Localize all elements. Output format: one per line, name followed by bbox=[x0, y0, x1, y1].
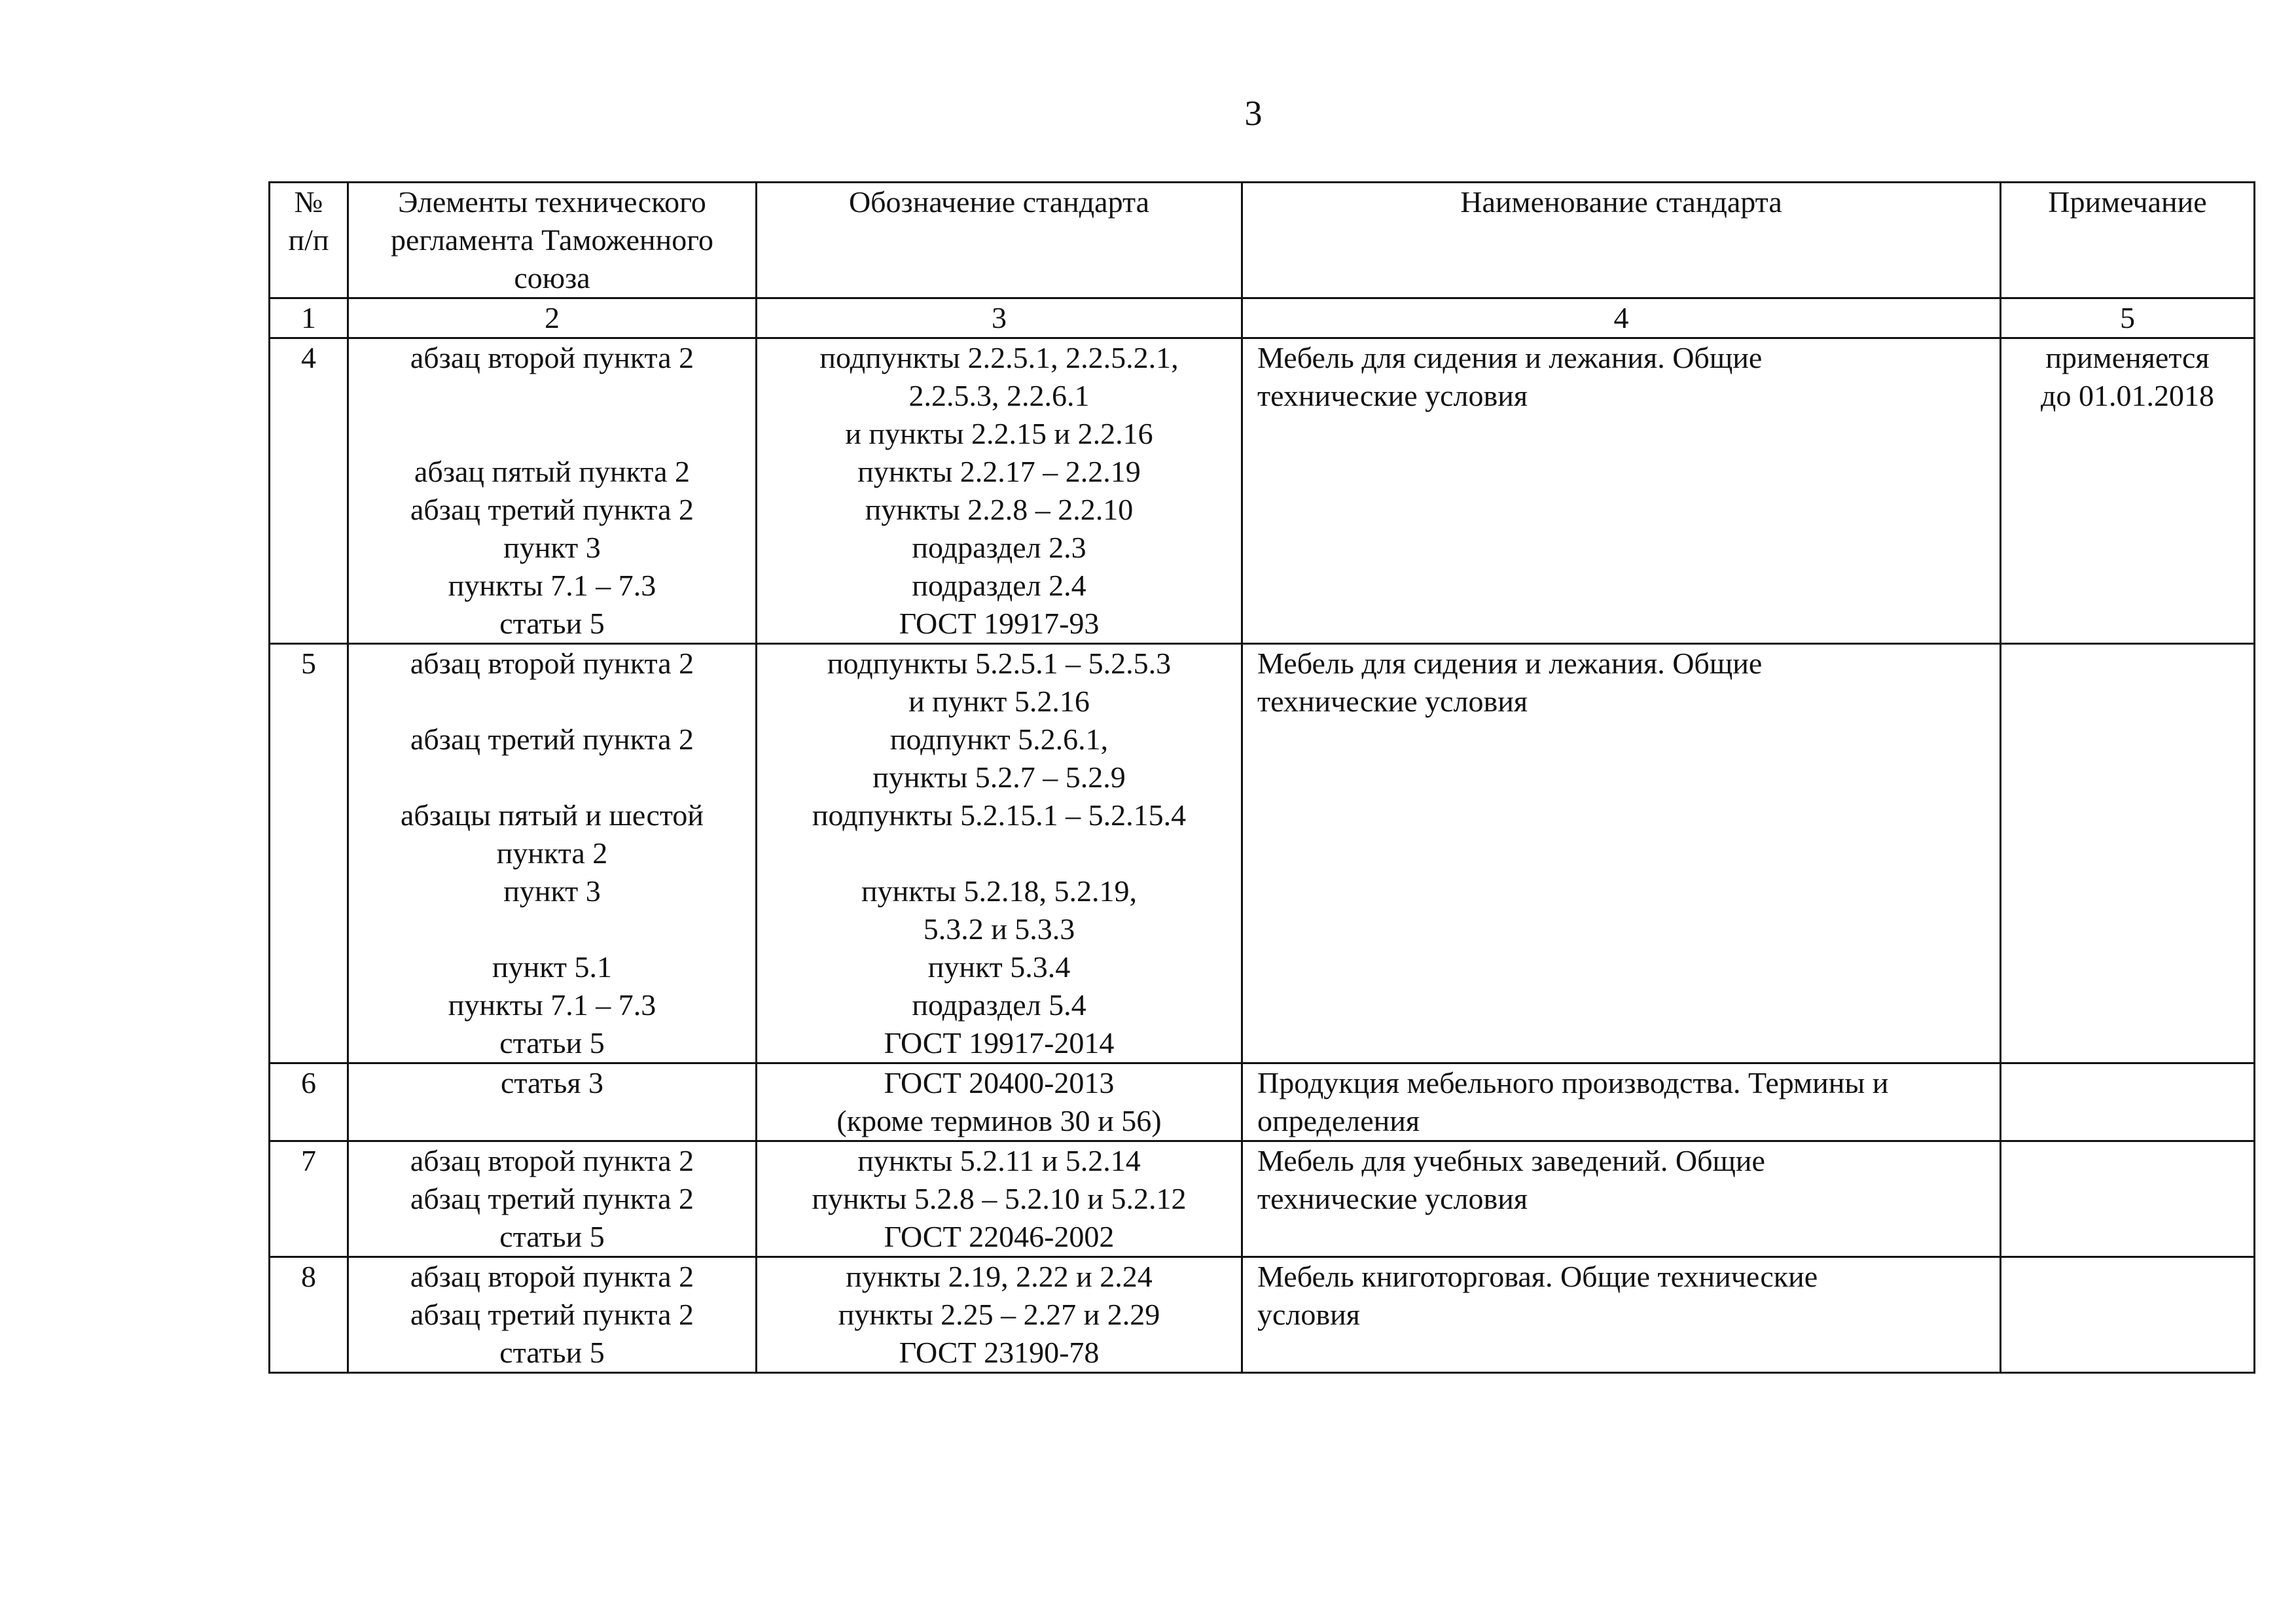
cell-line bbox=[358, 758, 746, 796]
cell-line: подпункты 5.2.5.1 – 5.2.5.3 bbox=[827, 647, 1172, 680]
row-number-cell: 4 bbox=[270, 338, 348, 644]
cell-line: абзац второй пункта 2 bbox=[410, 341, 694, 374]
elements-cell bbox=[348, 644, 757, 1063]
standard-name-cell bbox=[1242, 1063, 2001, 1141]
cell-line: подпункты 5.2.15.1 – 5.2.15.4 bbox=[812, 798, 1187, 832]
standard-name-cell bbox=[1242, 644, 2001, 1063]
cell-line: абзац пятый пункта 2 bbox=[414, 455, 690, 488]
cell-line bbox=[358, 910, 746, 948]
elements-cell bbox=[348, 1141, 757, 1257]
elements-cell bbox=[348, 1257, 757, 1373]
header-note: Примечание bbox=[2001, 183, 2255, 298]
standard-name-cell bbox=[1242, 338, 2001, 644]
row-number-cell: 6 bbox=[270, 1063, 348, 1141]
standard-name-cell bbox=[1242, 1257, 2001, 1373]
header-designation: Обозначение стандарта bbox=[757, 183, 1242, 298]
cell-line: статьи 5 bbox=[499, 1336, 605, 1369]
cell-line: ГОСТ 20400-2013 bbox=[884, 1066, 1115, 1099]
column-number: 5 bbox=[2001, 298, 2255, 338]
column-number: 2 bbox=[348, 298, 757, 338]
cell-line: статьи 5 bbox=[499, 607, 605, 640]
cell-line: абзац третий пункта 2 bbox=[410, 1298, 694, 1331]
cell-line: до 01.01.2018 bbox=[2041, 379, 2214, 412]
row-number-cell: 8 bbox=[270, 1257, 348, 1373]
cell-line bbox=[358, 683, 746, 721]
cell-line: пункт 3 bbox=[503, 531, 601, 564]
cell-line: подпункты 2.2.5.1, 2.2.5.2.1, bbox=[819, 341, 1179, 374]
cell-line: Мебель для сидения и лежания. Общие bbox=[1257, 647, 1763, 680]
designation-cell bbox=[757, 644, 1242, 1063]
cell-line: пункты 2.19, 2.22 и 2.24 bbox=[846, 1260, 1153, 1293]
standards-table bbox=[268, 181, 2255, 1374]
table-row bbox=[270, 1257, 2255, 1373]
table-row bbox=[270, 644, 2255, 1063]
cell-line: пункты 5.2.8 – 5.2.10 и 5.2.12 bbox=[812, 1182, 1187, 1215]
cell-line bbox=[766, 834, 1232, 872]
cell-line: Мебель для сидения и лежания. Общие bbox=[1257, 341, 1763, 374]
designation-cell bbox=[757, 338, 1242, 644]
table-row bbox=[270, 1141, 2255, 1257]
cell-line: применяется bbox=[2045, 341, 2210, 374]
cell-line: 5.3.2 и 5.3.3 bbox=[923, 912, 1075, 946]
page-number: 3 bbox=[1244, 94, 1263, 133]
header-number: № п/п bbox=[270, 183, 348, 298]
header-name: Наименование стандарта bbox=[1242, 183, 2001, 298]
cell-line: статья 3 bbox=[500, 1066, 604, 1099]
cell-line: и пункт 5.2.16 bbox=[908, 685, 1090, 718]
cell-line: технические условия bbox=[1257, 379, 1528, 412]
column-number-row bbox=[270, 298, 2255, 338]
cell-line bbox=[358, 415, 746, 453]
cell-line: Мебель для учебных заведений. Общие bbox=[1257, 1144, 1765, 1177]
cell-line: пункты 5.2.18, 5.2.19, bbox=[861, 874, 1137, 908]
cell-line: ГОСТ 22046-2002 bbox=[884, 1220, 1115, 1253]
designation-cell bbox=[757, 1063, 1242, 1141]
cell-line: пункты 7.1 – 7.3 bbox=[448, 569, 656, 602]
note-cell bbox=[2001, 644, 2255, 1063]
cell-line: (кроме терминов 30 и 56) bbox=[836, 1104, 1162, 1137]
column-number: 3 bbox=[757, 298, 1242, 338]
cell-line: условия bbox=[1257, 1298, 1360, 1331]
cell-line: и пункты 2.2.15 и 2.2.16 bbox=[845, 417, 1153, 450]
cell-line: технические условия bbox=[1257, 1182, 1528, 1215]
cell-line bbox=[358, 377, 746, 415]
cell-line: пункт 5.3.4 bbox=[927, 950, 1071, 984]
cell-line: пункты 2.2.17 – 2.2.19 bbox=[857, 455, 1141, 488]
cell-line: пункты 5.2.7 – 5.2.9 bbox=[872, 760, 1126, 794]
cell-line: абзац третий пункта 2 bbox=[410, 1182, 694, 1215]
row-number-cell: 7 bbox=[270, 1141, 348, 1257]
designation-cell bbox=[757, 1141, 1242, 1257]
cell-line: статьи 5 bbox=[499, 1026, 605, 1060]
cell-line: Мебель книготорговая. Общие технические bbox=[1257, 1260, 1818, 1293]
cell-line: ГОСТ 19917-2014 bbox=[884, 1026, 1115, 1060]
cell-line: ГОСТ 19917-93 bbox=[899, 607, 1100, 640]
cell-line: пункты 5.2.11 и 5.2.14 bbox=[857, 1144, 1141, 1177]
row-number-cell: 5 bbox=[270, 644, 348, 1063]
cell-line: статьи 5 bbox=[499, 1220, 605, 1253]
cell-line: абзац третий пункта 2 bbox=[410, 722, 694, 756]
cell-line: пункты 2.2.8 – 2.2.10 bbox=[865, 493, 1134, 526]
standard-name-cell bbox=[1242, 1141, 2001, 1257]
cell-line: определения bbox=[1257, 1104, 1420, 1137]
cell-line: подраздел 2.3 bbox=[912, 531, 1086, 564]
cell-line: пункта 2 bbox=[496, 836, 608, 870]
cell-line: подраздел 5.4 bbox=[912, 988, 1086, 1022]
cell-line: ГОСТ 23190-78 bbox=[899, 1336, 1100, 1369]
table-header-row bbox=[270, 183, 2255, 298]
cell-line: пункт 3 bbox=[503, 874, 601, 908]
column-number: 1 bbox=[270, 298, 348, 338]
designation-cell bbox=[757, 1257, 1242, 1373]
table-row bbox=[270, 1063, 2255, 1141]
cell-line: 2.2.5.3, 2.2.6.1 bbox=[908, 379, 1090, 412]
cell-line: подраздел 2.4 bbox=[912, 569, 1086, 602]
table-body bbox=[270, 338, 2255, 1373]
elements-cell bbox=[348, 338, 757, 644]
cell-line: пункт 5.1 bbox=[492, 950, 613, 984]
cell-line: пункты 7.1 – 7.3 bbox=[448, 988, 656, 1022]
note-cell bbox=[2001, 1257, 2255, 1373]
cell-line: Продукция мебельного производства. Термины и bbox=[1257, 1066, 1889, 1099]
note-cell bbox=[2001, 338, 2255, 644]
header-elements: Элементы технического регламента Таможенного союза bbox=[348, 183, 757, 298]
cell-line: абзац второй пункта 2 bbox=[410, 1144, 694, 1177]
note-cell bbox=[2001, 1141, 2255, 1257]
cell-line: абзацы пятый и шестой bbox=[401, 798, 704, 832]
cell-line: абзац второй пункта 2 bbox=[410, 647, 694, 680]
column-number: 4 bbox=[1242, 298, 2001, 338]
cell-line: абзац второй пункта 2 bbox=[410, 1260, 694, 1293]
cell-line: абзац третий пункта 2 bbox=[410, 493, 694, 526]
table-row bbox=[270, 338, 2255, 644]
elements-cell bbox=[348, 1063, 757, 1141]
cell-line: пункты 2.25 – 2.27 и 2.29 bbox=[838, 1298, 1160, 1331]
cell-line: подпункт 5.2.6.1, bbox=[889, 722, 1109, 756]
note-cell bbox=[2001, 1063, 2255, 1141]
cell-line: технические условия bbox=[1257, 685, 1528, 718]
